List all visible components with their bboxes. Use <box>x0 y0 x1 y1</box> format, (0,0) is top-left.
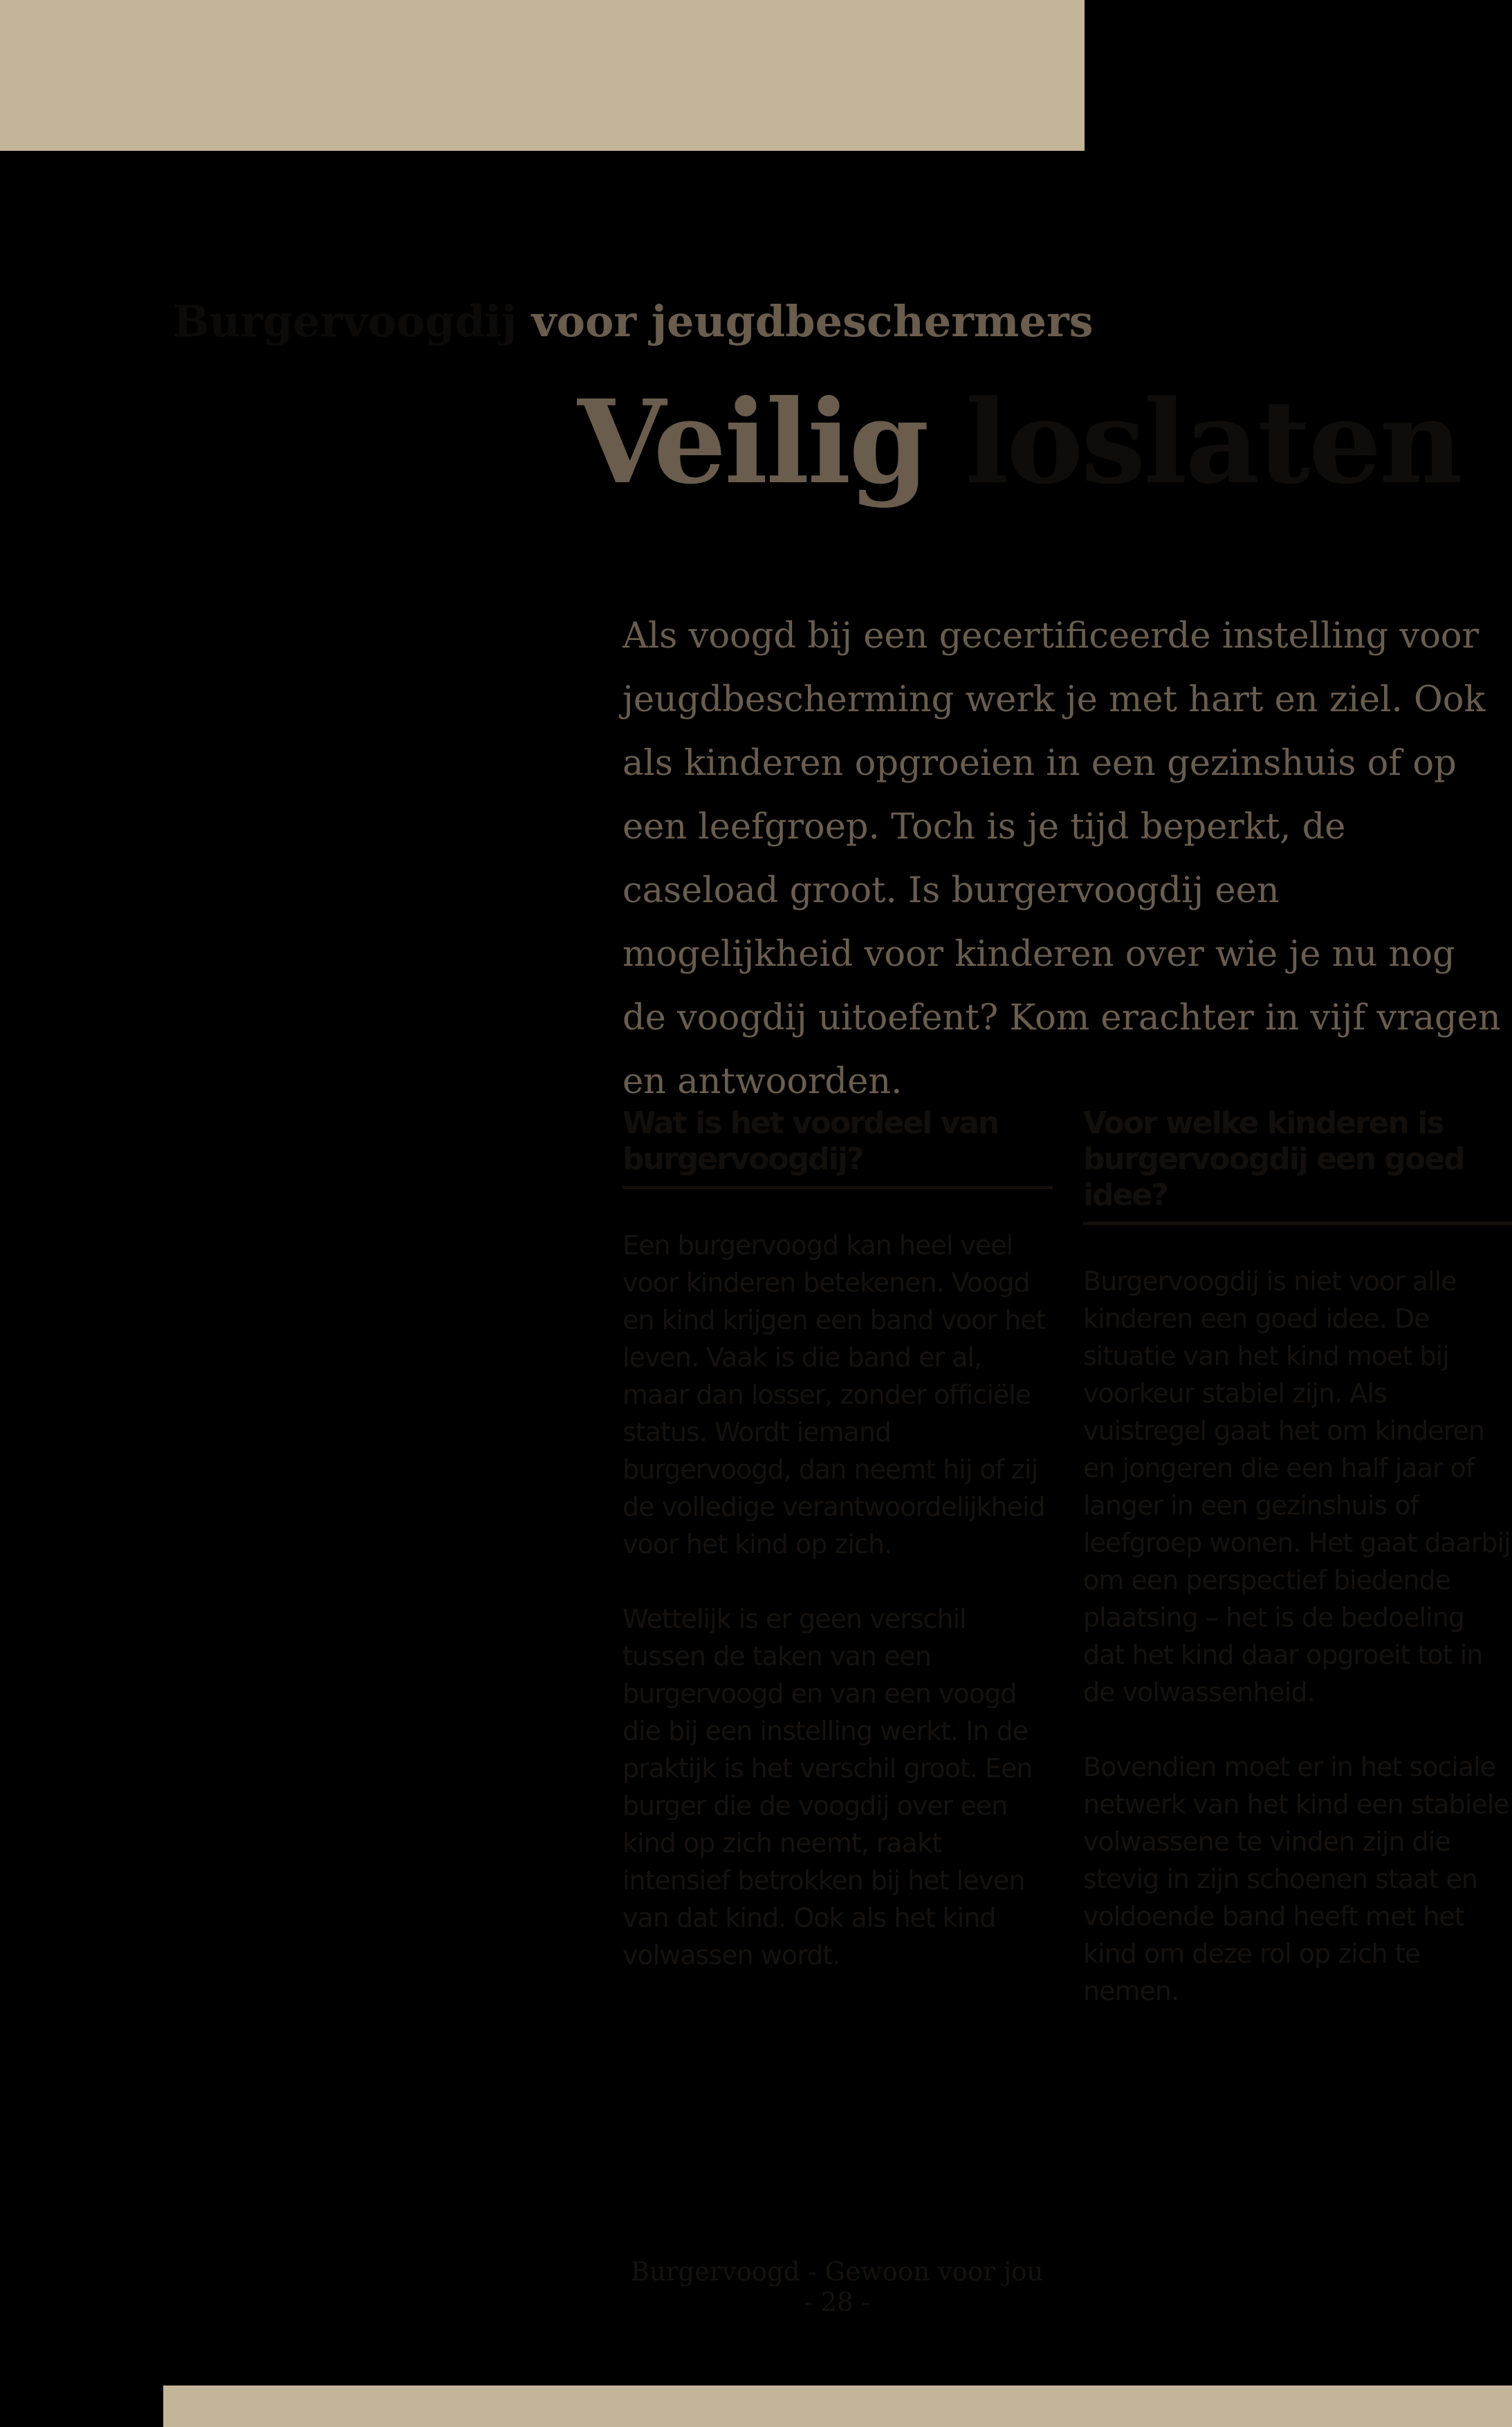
heading-rule-1 <box>623 1186 1053 1189</box>
footer-title: Burgervoogd - Gewoon voor jou <box>630 2257 1044 2287</box>
kicker-dim-text: Burgervoogdij <box>173 296 517 347</box>
column-right <box>1083 1106 1512 2010</box>
question-heading-1-text: Wat is het voordeel van burgervoogdij? <box>623 1106 999 1177</box>
top-color-band <box>0 0 1085 151</box>
column-left <box>623 1106 1053 1974</box>
answer-paragraph-1b: Wettelijk is er geen verschil tussen de taken van een burgervoogd en van een voogd die bij een instelling werkt. In de praktijk is het verschil groot. Een burger die de voogdij over een kind op zich neemt, raakt intensief betrokken bij het leven van dat kind. Ook als het kind volwassen wordt. <box>623 1604 1033 1970</box>
heading-rule-2 <box>1083 1222 1512 1225</box>
section-kicker <box>173 291 1210 353</box>
question-heading-1 <box>623 1106 1053 1178</box>
intro-paragraph: Als voogd bij een gecertificeerde instelling voor jeugdbescherming werk je met hart en ziel. Ook als kinderen opgroeien in een gezinshuis of op een leefgroep. Toch is je tijd beperkt, de caseload groot. Is burgervoogdij een mogelijkheid voor kinderen over wie je nu nog de voogdij uitoefent? Kom erachter in vijf vragen en antwoorden. <box>623 616 1501 1102</box>
title-highlight-word: Veilig <box>577 375 928 510</box>
bottom-color-band <box>163 2385 1512 2427</box>
page-footer <box>623 2257 1051 2318</box>
page-number: - 28 - <box>804 2287 870 2317</box>
answer-paragraph-2b: Bovendien moet er in het sociale netwerk van het kind een stabiele volwassene te vinden zijn die stevig in zijn schoenen staat en voldoende band heeft met het kind om deze rol op zich te nemen. <box>1083 1752 1509 2006</box>
page-title <box>577 374 1512 512</box>
title-dim-word: loslaten <box>965 375 1462 510</box>
question-heading-2 <box>1083 1106 1512 1214</box>
answer-paragraph-1a: Een burgervoogd kan heel veel voor kinderen betekenen. Voogd en kind krijgen een band voor het leven. Vaak is die band er al, maar dan losser, zonder officiële status. Wordt iemand burgervoogd, dan neemt hij of zij de volledige verantwoordelijkheid voor het kind op zich. <box>623 1230 1046 1559</box>
question-heading-2-text: Voor welke kinderen is burgervoogdij een goed idee? <box>1083 1106 1464 1213</box>
answer-paragraph-2a: Burgervoogdij is niet voor alle kinderen een goed idee. De situatie van het kind moet bij voorkeur stabiel zijn. Als vuistregel gaat het om kinderen en jongeren die een half jaar of langer in een gezinshuis of leefgroep wonen. Het gaat daarbij om een perspectief biedende plaatsing – het is de bedoeling dat het kind daar opgroeit tot in de volwassenheid. <box>1083 1266 1511 1707</box>
kicker-highlight-text: voor jeugdbeschermers <box>531 296 1094 347</box>
